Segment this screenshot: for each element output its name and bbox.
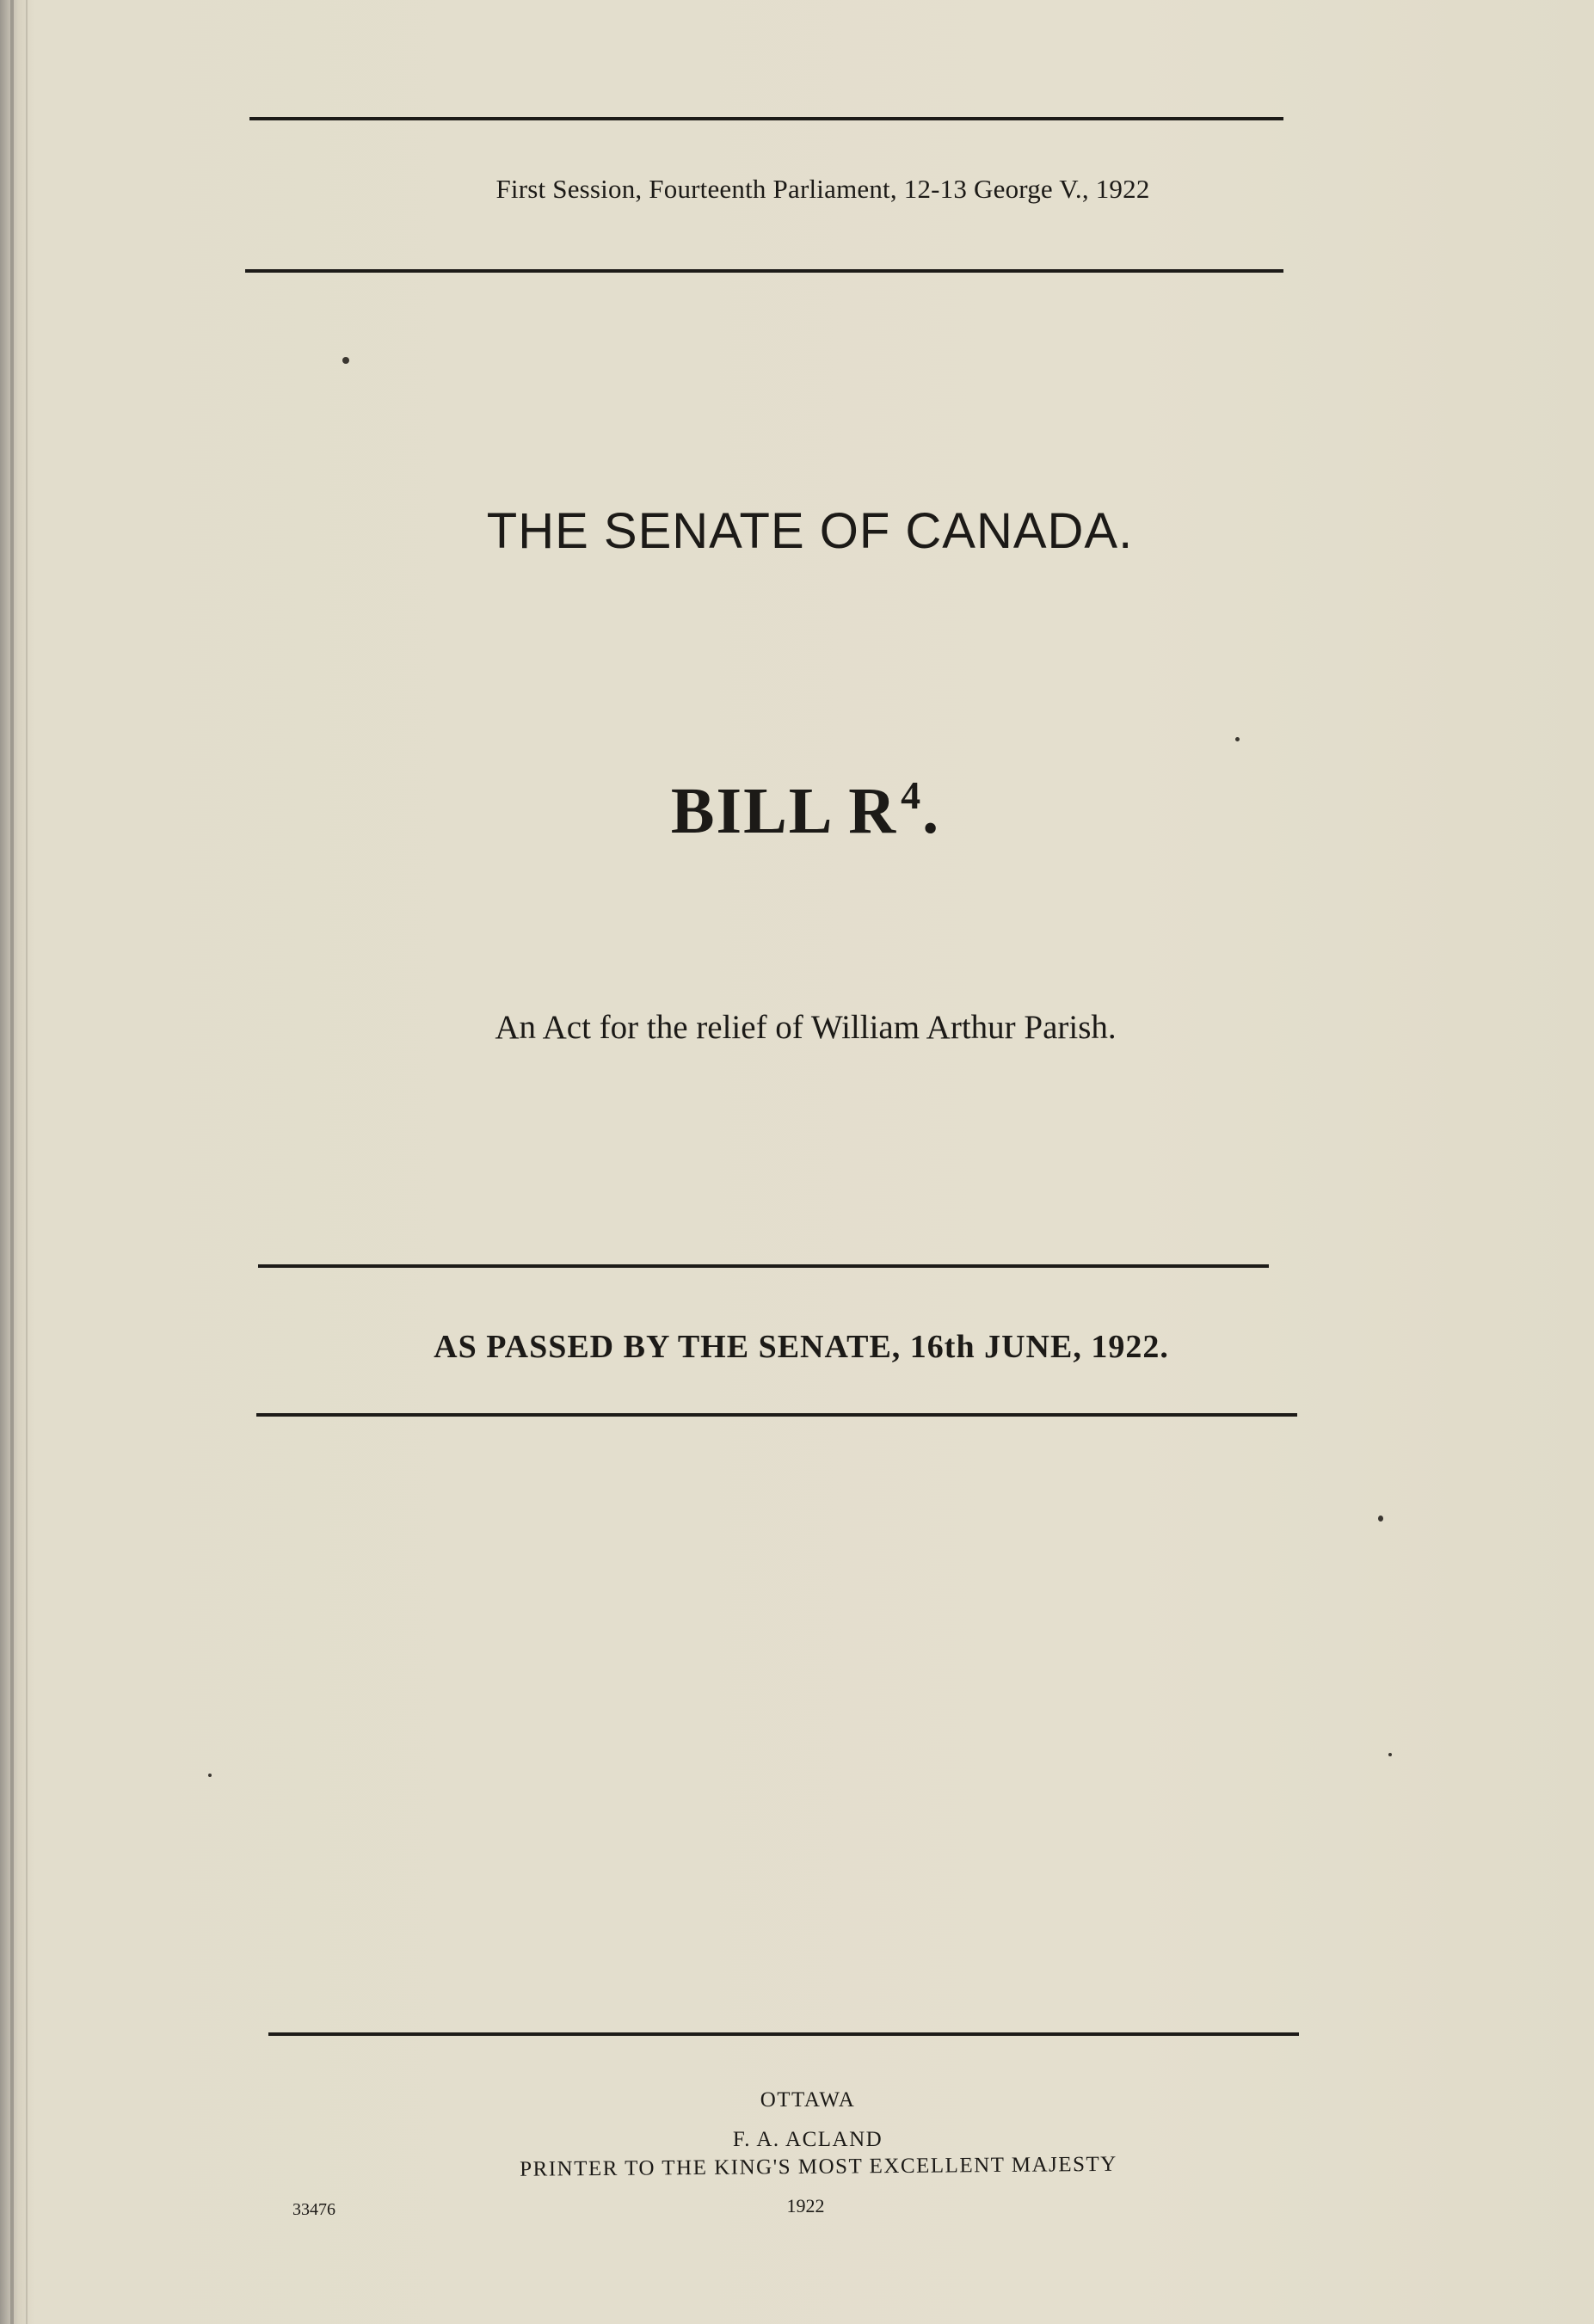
passed-rule-bottom [256, 1413, 1297, 1417]
ink-speck [1388, 1753, 1392, 1756]
printer-name: F. A. ACLAND [732, 2128, 883, 2151]
imprint-city: OTTAWA [760, 2088, 856, 2112]
bill-number [0, 772, 1594, 849]
bill-superscript: 4 [901, 773, 923, 817]
ink-speck [1378, 1516, 1383, 1522]
chamber-heading: THE SENATE OF CANADA. [486, 503, 1134, 559]
bill-period: . [922, 775, 941, 847]
session-line: First Session, Fourteenth Parliament, 12-13 George V., 1922 [495, 174, 1150, 204]
ink-speck [208, 1774, 212, 1777]
session-rule [245, 269, 1283, 273]
ink-speck [342, 357, 349, 364]
passed-rule-top [258, 1264, 1269, 1268]
binding-shadow [26, 0, 28, 2324]
binding-edge [10, 0, 14, 2324]
top-rule [249, 117, 1283, 120]
act-title: An Act for the relief of William Arthur Parish. [495, 1009, 1117, 1046]
printer-title: PRINTER TO THE KING'S MOST EXCELLENT MAJESTY [520, 2152, 1117, 2181]
passed-line: AS PASSED BY THE SENATE, 16th JUNE, 1922. [434, 1329, 1169, 1365]
print-number: 33476 [292, 2200, 335, 2219]
imprint-rule [268, 2032, 1299, 2036]
ink-speck [1235, 737, 1240, 741]
imprint-year: 1922 [786, 2195, 825, 2216]
bill-label: BILL R [670, 775, 898, 847]
